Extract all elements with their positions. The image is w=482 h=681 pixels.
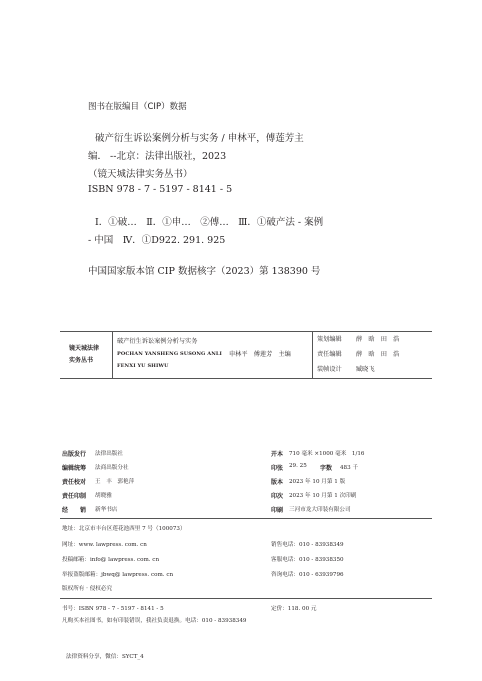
pub-label-distributor: 经 销 [62, 507, 87, 514]
divider [60, 598, 432, 599]
cip-classification-cont: - 中国 Ⅳ．①D922. 291. 925 [88, 235, 226, 246]
cip-title-line: 破产衍生诉讼案例分析与实务 / 申林平，傅莲芳主 [95, 133, 304, 144]
pub-value-proofreader: 王 丰 郭艳萍 [95, 479, 135, 485]
cip-series-line: （镜天城法律实务丛书） [88, 169, 193, 180]
contact-consult-phone: 咨询电话：010 - 63939796 [271, 572, 344, 578]
pub-label-proofreader: 责任校对 [62, 479, 87, 486]
pub-label-edition: 版本 [271, 479, 284, 486]
pub-value-publisher: 法律出版社 [95, 451, 123, 457]
pub-value-sheets: 29. 25 [289, 463, 307, 469]
role-planning-editor-names: 薛 晗 田 浩 [356, 336, 400, 343]
contact-website: 网址：www. lawpress. com. cn [62, 542, 147, 548]
pub-value-format: 710 毫米 ×1000 毫米 1/16 [289, 451, 365, 457]
pub-label-printer: 印刷 [271, 507, 284, 514]
contact-submit-email: 投稿邮箱：info@ lawpress. com. cn [62, 557, 160, 563]
cip-classification-line: Ⅰ．①破… Ⅱ．①申… ②傅… Ⅲ．①破产法 - 案例 [95, 217, 324, 228]
cip-record-number: 中国国家版本馆 CIP 数据核字（2023）第 138390 号 [88, 266, 321, 277]
role-design-label: 装帧设计 [317, 366, 342, 373]
watermark-text: 法律资料分享，微信：SYCT_4 [66, 654, 144, 660]
pub-label-sheets: 印张 [271, 465, 284, 472]
contact-service-phone: 客服电话：010 - 83938350 [271, 557, 344, 563]
pub-label-printing-manager: 责任印制 [62, 493, 87, 500]
pub-value-coordinator: 法商出版分社 [95, 465, 129, 471]
pub-value-printing-manager: 胡晓雅 [95, 493, 112, 499]
book-price: 定价：118. 00 元 [271, 606, 317, 612]
rights-notice: 版权所有 · 侵权必究 [62, 586, 113, 592]
contact-report-email: 举报盗版邮箱：jbwq@ lawpress. com. cn [62, 572, 174, 578]
pub-label-coordinator: 编辑统筹 [62, 465, 87, 472]
book-authors: 申林平 傅莲芳 主编 [229, 351, 291, 358]
return-notice: 凡购买本社图书，如有印装错误，我社负责退换。电话：010 - 83938349 [62, 618, 247, 624]
pub-value-impression: 2023 年 10 月第 1 次印刷 [289, 493, 357, 499]
divider [60, 518, 432, 519]
role-responsible-editor-names: 薛 晗 田 浩 [356, 351, 400, 358]
role-planning-editor-label: 策划编辑 [317, 336, 342, 343]
book-title-cn: 破产衍生诉讼案例分析与实务 [117, 338, 198, 345]
pub-value-printer: 三河市龙大印装有限公司 [289, 507, 351, 513]
role-design-names: 臧晓飞 [356, 366, 375, 373]
pub-label-format: 开本 [271, 451, 284, 458]
pub-value-distributor: 新华书店 [95, 507, 118, 513]
cip-publisher-line: 编． --北京：法律出版社，2023 [88, 151, 227, 162]
pub-value-wordcount: 483 千 [340, 465, 359, 471]
series-name-line2: 实务丛书 [69, 357, 94, 364]
book-title-pinyin-2: FENXI YU SHIWU [117, 363, 169, 369]
pub-value-edition: 2023 年 10 月第 1 版 [289, 479, 346, 485]
cip-heading: 图书在版编目（CIP）数据 [88, 102, 187, 112]
role-responsible-editor-label: 责任编辑 [317, 351, 342, 358]
pub-label-impression: 印次 [271, 493, 284, 500]
contact-address: 地址：北京市丰台区莲花池西里 7 号（100073） [62, 526, 186, 532]
cip-isbn-line: ISBN 978 - 7 - 5197 - 8141 - 5 [88, 184, 233, 195]
pub-label-wordcount: 字数 [320, 465, 333, 472]
book-isbn: 书号：ISBN 978 - 7 - 5197 - 8141 - 5 [62, 606, 164, 612]
pub-label-publisher: 出版发行 [62, 451, 87, 458]
book-title-pinyin-1: POCHAN YANSHENG SUSONG ANLI [117, 351, 222, 357]
contact-sales-phone: 销售电话：010 - 83938349 [271, 542, 344, 548]
series-name-line1: 镜天城法律 [69, 345, 100, 352]
